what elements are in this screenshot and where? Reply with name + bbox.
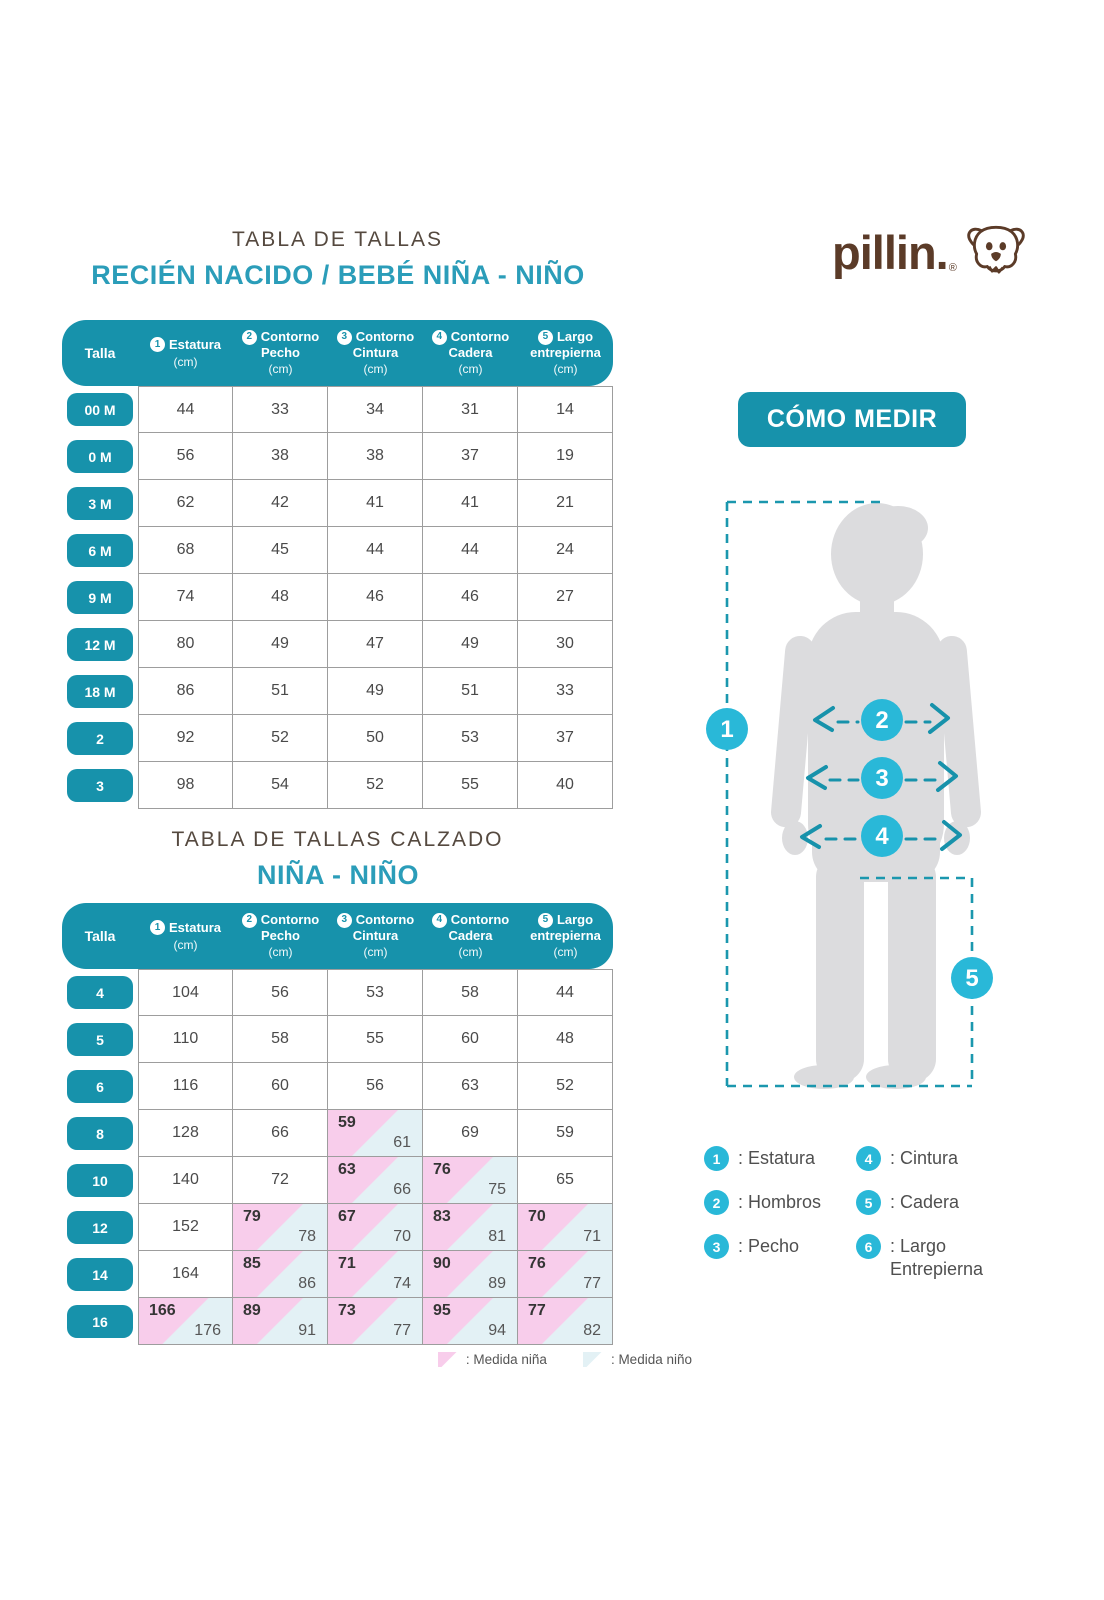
measurement-cell: 80 (138, 621, 233, 668)
measurement-cell: 44 (518, 969, 613, 1016)
measurement-cell: 56 (138, 433, 233, 480)
measurement-cell: 98 (138, 762, 233, 809)
nina-value: 76 (433, 1161, 451, 1178)
measurement-cell: 74 (138, 574, 233, 621)
measurement-cell: 40 (518, 762, 613, 809)
nino-value: 86 (298, 1275, 316, 1292)
size-pill-cell (62, 1251, 138, 1298)
measurement-cell: 60 (423, 1016, 518, 1063)
measurement-cell: 21 (518, 480, 613, 527)
nina-value: 76 (528, 1255, 546, 1272)
column-name: Estatura (168, 920, 222, 935)
size-pill: 4 (67, 976, 133, 1009)
measurement-cell: 45 (233, 527, 328, 574)
size-pill: 9 M (67, 581, 133, 614)
measurement-cell (233, 1298, 328, 1345)
measurement-cell: 46 (423, 574, 518, 621)
nina-value: 70 (528, 1208, 546, 1225)
measurement-cell: 55 (423, 762, 518, 809)
measure-number-badge: 5 (856, 1190, 881, 1215)
table2-header (62, 903, 613, 969)
size-pill: 12 M (67, 628, 133, 661)
column-unit: (cm) (553, 362, 578, 377)
size-pill-cell (62, 480, 138, 527)
measurement-cell: 68 (138, 527, 233, 574)
table-row (62, 1204, 613, 1251)
measurement-cell: 128 (138, 1110, 233, 1157)
measurement-cell: 69 (423, 1110, 518, 1157)
size-pill: 5 (67, 1023, 133, 1056)
size-pill: 3 (67, 769, 133, 802)
column-unit: (cm) (363, 362, 388, 377)
table-row (62, 1157, 613, 1204)
column-name: Estatura (168, 337, 222, 352)
nina-value: 89 (243, 1302, 261, 1319)
nina-value: 85 (243, 1255, 261, 1272)
marker-4: 4 (875, 823, 889, 850)
measurement-cell: 66 (233, 1110, 328, 1157)
table-row (62, 1016, 613, 1063)
nino-value: 71 (583, 1228, 601, 1245)
column-name: Contorno (450, 329, 510, 345)
measurement-cell (233, 1251, 328, 1298)
column-header-line (150, 920, 221, 936)
measure-number-badge: 2 (704, 1190, 729, 1215)
column-header-line (432, 329, 509, 345)
column-unit: (cm) (268, 945, 293, 960)
nino-value: 89 (488, 1275, 506, 1292)
column-name-line2: Cadera (448, 927, 493, 943)
nina-value: 71 (338, 1255, 356, 1272)
size-pill: 10 (67, 1164, 133, 1197)
measurement-cell: 47 (328, 621, 423, 668)
marker-2: 2 (875, 707, 889, 734)
measurement-cell (423, 1298, 518, 1345)
column-header-1 (138, 329, 233, 377)
column-unit: (cm) (268, 362, 293, 377)
measure-number-badge: 4 (856, 1146, 881, 1171)
column-header-4 (423, 912, 518, 960)
measurement-cell: 44 (328, 527, 423, 574)
size-pill: 12 (67, 1211, 133, 1244)
size-pill-cell (62, 527, 138, 574)
measurement-cell: 60 (233, 1063, 328, 1110)
measurement-cell (423, 1204, 518, 1251)
column-unit: (cm) (458, 362, 483, 377)
talla-header-label: Talla (84, 928, 116, 944)
nina-value: 79 (243, 1208, 261, 1225)
nina-value: 73 (338, 1302, 356, 1319)
column-name-line2: Cadera (448, 344, 493, 360)
measurement-cell: 19 (518, 433, 613, 480)
size-pill-cell (62, 1204, 138, 1251)
nino-value: 66 (393, 1181, 411, 1198)
measure-legend-label: : Largo Entrepierna (890, 1236, 984, 1279)
pillin-logo-text: pillin. (832, 225, 948, 279)
measurement-cell: 27 (518, 574, 613, 621)
measurement-cell (138, 1298, 233, 1345)
table-row (62, 715, 613, 762)
measurement-cell: 38 (328, 433, 423, 480)
measurement-cell: 51 (233, 668, 328, 715)
pillin-logo (832, 222, 1029, 282)
gender-legend-label: : Medida niño (610, 1352, 692, 1367)
column-unit: (cm) (173, 354, 198, 369)
table2-title: TABLA DE TALLAS CALZADO (171, 828, 504, 851)
column-unit: (cm) (553, 945, 578, 960)
table1-column-headers (138, 329, 613, 377)
measurement-cell: 52 (328, 762, 423, 809)
table1-header (62, 320, 613, 386)
measurement-cell: 55 (328, 1016, 423, 1063)
measure-legend-item-2 (704, 1190, 856, 1234)
measurement-cell: 63 (423, 1063, 518, 1110)
measurement-cell: 54 (233, 762, 328, 809)
measurement-cell (233, 1204, 328, 1251)
measurement-cell: 48 (518, 1016, 613, 1063)
measurement-cell (423, 1251, 518, 1298)
size-pill-cell (62, 715, 138, 762)
size-pill-cell (62, 1016, 138, 1063)
size-pill-cell (62, 433, 138, 480)
talla-header-label: Talla (84, 345, 116, 361)
measurement-cell (518, 1251, 613, 1298)
table2-subtitle: NIÑA - NIÑO (257, 860, 419, 890)
column-number-badge: 5 (538, 913, 553, 928)
size-pill: 6 (67, 1070, 133, 1103)
column-name: Largo (556, 912, 594, 928)
measurement-cell: 42 (233, 480, 328, 527)
measurement-cell: 41 (423, 480, 518, 527)
table-row (62, 621, 613, 668)
column-header-line (242, 912, 319, 928)
nino-swatch (583, 1352, 605, 1367)
column-unit: (cm) (173, 937, 198, 952)
nino-value: 78 (298, 1228, 316, 1245)
nino-value: 82 (583, 1322, 601, 1339)
measure-legend-item-4 (856, 1146, 1008, 1190)
measurement-cell: 48 (233, 574, 328, 621)
measurement-cell: 44 (138, 386, 233, 433)
size-pill-cell (62, 1157, 138, 1204)
measurement-cell: 14 (518, 386, 613, 433)
column-number-badge: 1 (150, 920, 165, 935)
nino-value: 75 (488, 1181, 506, 1198)
size-pill-cell (62, 668, 138, 715)
column-name-line2: entrepierna (530, 927, 601, 943)
measurement-cell: 49 (233, 621, 328, 668)
measurement-cell: 37 (518, 715, 613, 762)
measurement-cell: 110 (138, 1016, 233, 1063)
dog-icon (963, 222, 1029, 282)
nina-value: 77 (528, 1302, 546, 1319)
column-number-badge: 3 (337, 913, 352, 928)
column-name: Contorno (355, 912, 415, 928)
measurement-figure (700, 486, 1000, 1108)
measurement-cell: 41 (328, 480, 423, 527)
measurement-cell: 34 (328, 386, 423, 433)
nino-value: 94 (488, 1322, 506, 1339)
column-name: Largo (556, 329, 594, 345)
marker-3: 3 (875, 765, 889, 792)
nina-value: 83 (433, 1208, 451, 1225)
column-name: Contorno (355, 329, 415, 345)
measure-legend-label: : Cadera (890, 1192, 960, 1212)
column-number-badge: 2 (242, 330, 257, 345)
table-row (62, 1298, 613, 1345)
measure-legend-item-6 (856, 1234, 1008, 1278)
measurement-cell: 33 (233, 386, 328, 433)
column-header-2 (233, 329, 328, 377)
column-header-3 (328, 329, 423, 377)
registered-mark: ® (948, 262, 957, 274)
measurement-cell: 53 (423, 715, 518, 762)
table-row (62, 480, 613, 527)
marker-1: 1 (720, 716, 734, 743)
measurement-cell: 58 (233, 1016, 328, 1063)
nino-value: 91 (298, 1322, 316, 1339)
measurement-cell: 33 (518, 668, 613, 715)
size-pill-cell (62, 621, 138, 668)
measurement-cell: 140 (138, 1157, 233, 1204)
column-number-badge: 4 (432, 913, 447, 928)
measurement-cell: 86 (138, 668, 233, 715)
measurement-cell: 62 (138, 480, 233, 527)
size-pill-cell (62, 1063, 138, 1110)
measurement-cell: 52 (233, 715, 328, 762)
column-header-line (337, 329, 414, 345)
size-pill: 0 M (67, 440, 133, 473)
column-header-line (538, 329, 593, 345)
measurement-cell: 44 (423, 527, 518, 574)
column-name: Contorno (260, 912, 320, 928)
size-pill-cell (62, 386, 138, 433)
measure-legend-label: : Estatura (738, 1148, 816, 1168)
size-pill: 18 M (67, 675, 133, 708)
nina-value: 59 (338, 1114, 356, 1131)
column-number-badge: 5 (538, 330, 553, 345)
measurement-cell: 51 (423, 668, 518, 715)
table-row (62, 1110, 613, 1157)
table1-title: TABLA DE TALLAS (232, 228, 443, 251)
column-name: Contorno (450, 912, 510, 928)
measurement-cell: 31 (423, 386, 518, 433)
column-header-5 (518, 329, 613, 377)
measurement-cell (328, 1204, 423, 1251)
size-pill-cell (62, 969, 138, 1016)
measurement-cell: 37 (423, 433, 518, 480)
column-number-badge: 3 (337, 330, 352, 345)
measurement-cell: 56 (328, 1063, 423, 1110)
measurement-cell: 24 (518, 527, 613, 574)
size-pill-cell (62, 762, 138, 809)
size-pill: 16 (67, 1305, 133, 1338)
measurement-cell (518, 1298, 613, 1345)
gender-legend-item (438, 1352, 547, 1367)
measure-legend-item-5 (856, 1190, 1008, 1234)
column-header-line (150, 337, 221, 353)
measurement-cell (518, 1204, 613, 1251)
column-header-line (242, 329, 319, 345)
column-header-4 (423, 329, 518, 377)
table-row (62, 433, 613, 480)
size-pill: 00 M (67, 393, 133, 426)
column-number-badge: 2 (242, 913, 257, 928)
size-pill: 3 M (67, 487, 133, 520)
measurement-cell: 104 (138, 969, 233, 1016)
column-unit: (cm) (363, 945, 388, 960)
measurement-cell: 152 (138, 1204, 233, 1251)
measure-legend-label: : Cintura (890, 1148, 959, 1168)
measurement-legend (704, 1146, 1008, 1278)
column-name-line2: Pecho (260, 344, 300, 360)
table-row (62, 969, 613, 1016)
table-row (62, 386, 613, 433)
size-pill: 8 (67, 1117, 133, 1150)
measure-number-badge: 3 (704, 1234, 729, 1259)
measurement-cell: 65 (518, 1157, 613, 1204)
column-header-2 (233, 912, 328, 960)
size-pill: 14 (67, 1258, 133, 1291)
column-header-line (337, 912, 414, 928)
measure-legend-item-3 (704, 1234, 856, 1278)
size-pill-cell (62, 1298, 138, 1345)
measurement-cell: 59 (518, 1110, 613, 1157)
measurement-cell: 72 (233, 1157, 328, 1204)
table2-body (62, 969, 613, 1345)
column-header-1 (138, 912, 233, 960)
measurement-cell: 38 (233, 433, 328, 480)
table-row (62, 668, 613, 715)
column-header-5 (518, 912, 613, 960)
newborn-size-table (62, 320, 613, 809)
table-row (62, 1251, 613, 1298)
measurement-cell: 53 (328, 969, 423, 1016)
size-pill-cell (62, 1110, 138, 1157)
table-row (62, 762, 613, 809)
gender-legend-item (583, 1352, 692, 1367)
measurement-cell: 52 (518, 1063, 613, 1110)
gender-legend-label: : Medida niña (465, 1352, 547, 1367)
measurement-cell: 50 (328, 715, 423, 762)
table1-subtitle: RECIÉN NACIDO / BEBÉ NIÑA - NIÑO (91, 260, 585, 290)
measure-legend-item-1 (704, 1146, 856, 1190)
marker-5: 5 (965, 965, 979, 992)
measurement-cell (328, 1110, 423, 1157)
table1-body (62, 386, 613, 809)
nino-value: 77 (393, 1322, 411, 1339)
nino-value: 61 (393, 1134, 411, 1151)
column-header-3 (328, 912, 423, 960)
measurement-cell: 30 (518, 621, 613, 668)
nino-value: 176 (194, 1322, 221, 1339)
nina-value: 95 (433, 1302, 451, 1319)
table-row (62, 574, 613, 621)
measurement-cell: 58 (423, 969, 518, 1016)
measure-number-badge: 1 (704, 1146, 729, 1171)
measure-legend-label: : Pecho (738, 1236, 800, 1256)
measurement-cell (328, 1157, 423, 1204)
column-name-line2: Cintura (352, 927, 399, 943)
measurement-cell: 164 (138, 1251, 233, 1298)
measurement-cell: 46 (328, 574, 423, 621)
table-row (62, 1063, 613, 1110)
measure-number-badge: 6 (856, 1234, 881, 1259)
measure-legend-label: : Hombros (738, 1192, 822, 1212)
nina-value: 166 (149, 1302, 176, 1319)
nina-value: 63 (338, 1161, 356, 1178)
nina-swatch (438, 1352, 460, 1367)
column-name-line2: Pecho (260, 927, 300, 943)
nino-value: 74 (393, 1275, 411, 1292)
size-pill: 2 (67, 722, 133, 755)
measurement-cell: 49 (328, 668, 423, 715)
nino-value: 70 (393, 1228, 411, 1245)
como-medir-button[interactable]: CÓMO MEDIR (738, 392, 966, 447)
column-name-line2: Cintura (352, 344, 399, 360)
measurement-cell: 92 (138, 715, 233, 762)
nino-value: 77 (583, 1275, 601, 1292)
measurement-cell (328, 1298, 423, 1345)
column-header-line (432, 912, 509, 928)
size-pill: 6 M (67, 534, 133, 567)
table2-column-headers (138, 912, 613, 960)
measurement-cell (328, 1251, 423, 1298)
column-header-line (538, 912, 593, 928)
gender-color-legend (62, 1352, 692, 1367)
nina-value: 67 (338, 1208, 356, 1225)
measurement-cell: 49 (423, 621, 518, 668)
table-row (62, 527, 613, 574)
kids-size-table (62, 903, 613, 1345)
column-unit: (cm) (458, 945, 483, 960)
nina-value: 90 (433, 1255, 451, 1272)
column-name-line2: entrepierna (530, 344, 601, 360)
column-number-badge: 1 (150, 337, 165, 352)
measurement-cell (423, 1157, 518, 1204)
column-number-badge: 4 (432, 330, 447, 345)
measurement-cell: 56 (233, 969, 328, 1016)
nino-value: 81 (488, 1228, 506, 1245)
column-name: Contorno (260, 329, 320, 345)
measurement-cell: 116 (138, 1063, 233, 1110)
size-pill-cell (62, 574, 138, 621)
